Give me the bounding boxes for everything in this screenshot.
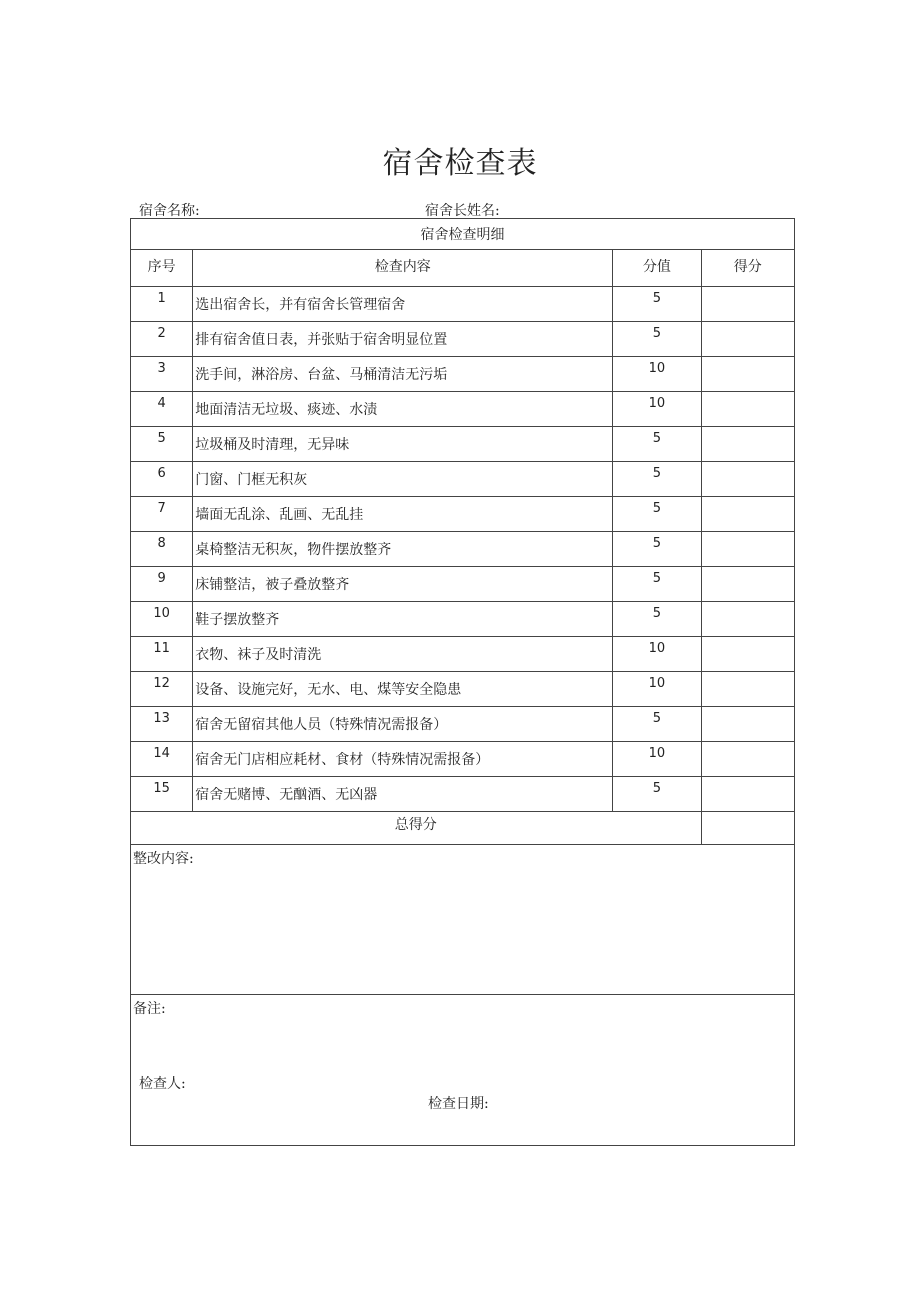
row-got-input[interactable] bbox=[701, 532, 794, 567]
row-no: 1 bbox=[131, 287, 193, 322]
row-content: 床铺整洁，被子叠放整齐 bbox=[193, 567, 613, 602]
row-no: 11 bbox=[131, 637, 193, 672]
header-got: 得分 bbox=[701, 250, 794, 287]
date-label: 检查日期: bbox=[428, 1096, 489, 1112]
header-score: 分值 bbox=[613, 250, 701, 287]
table-row bbox=[131, 392, 795, 427]
header-no: 序号 bbox=[131, 250, 193, 287]
dorm-name-label: 宿舍名称: bbox=[139, 203, 200, 219]
row-content: 桌椅整洁无积灰，物件摆放整齐 bbox=[193, 532, 613, 567]
row-no: 13 bbox=[131, 707, 193, 742]
row-got-input[interactable] bbox=[701, 602, 794, 637]
row-content: 地面清洁无垃圾、痰迹、水渍 bbox=[193, 392, 613, 427]
row-score: 10 bbox=[613, 742, 701, 777]
row-score: 5 bbox=[613, 427, 701, 462]
row-no: 4 bbox=[131, 392, 193, 427]
row-content: 宿舍无赌博、无酗酒、无凶器 bbox=[193, 777, 613, 812]
row-content: 选出宿舍长，并有宿舍长管理宿舍 bbox=[193, 287, 613, 322]
table-row bbox=[131, 357, 795, 392]
row-got-input[interactable] bbox=[701, 427, 794, 462]
rectify-area[interactable]: 整改内容: bbox=[131, 845, 795, 995]
row-score: 10 bbox=[613, 637, 701, 672]
rectify-row bbox=[131, 845, 795, 995]
table-row bbox=[131, 777, 795, 812]
table-row bbox=[131, 672, 795, 707]
table-row bbox=[131, 287, 795, 322]
row-no: 15 bbox=[131, 777, 193, 812]
table-row bbox=[131, 707, 795, 742]
row-got-input[interactable] bbox=[701, 567, 794, 602]
row-no: 8 bbox=[131, 532, 193, 567]
row-score: 5 bbox=[613, 532, 701, 567]
table-row bbox=[131, 322, 795, 357]
row-got-input[interactable] bbox=[701, 637, 794, 672]
row-content: 设备、设施完好，无水、电、煤等安全隐患 bbox=[193, 672, 613, 707]
table-row bbox=[131, 602, 795, 637]
remarks-row bbox=[131, 995, 795, 1146]
row-content: 墙面无乱涂、乱画、无乱挂 bbox=[193, 497, 613, 532]
row-content: 衣物、袜子及时清洗 bbox=[193, 637, 613, 672]
inspection-table bbox=[130, 218, 795, 1146]
table-row bbox=[131, 497, 795, 532]
row-no: 3 bbox=[131, 357, 193, 392]
row-score: 5 bbox=[613, 777, 701, 812]
row-no: 14 bbox=[131, 742, 193, 777]
row-no: 6 bbox=[131, 462, 193, 497]
row-got-input[interactable] bbox=[701, 707, 794, 742]
table-header-row bbox=[131, 250, 795, 287]
row-content: 鞋子摆放整齐 bbox=[193, 602, 613, 637]
row-got-input[interactable] bbox=[701, 357, 794, 392]
row-score: 5 bbox=[613, 707, 701, 742]
row-content: 洗手间，淋浴房、台盆、马桶清洁无污垢 bbox=[193, 357, 613, 392]
row-content: 宿舍无门店相应耗材、食材（特殊情况需报备） bbox=[193, 742, 613, 777]
row-got-input[interactable] bbox=[701, 392, 794, 427]
row-got-input[interactable] bbox=[701, 462, 794, 497]
row-score: 10 bbox=[613, 392, 701, 427]
row-no: 5 bbox=[131, 427, 193, 462]
row-score: 5 bbox=[613, 567, 701, 602]
row-no: 9 bbox=[131, 567, 193, 602]
table-row bbox=[131, 532, 795, 567]
row-content: 门窗、门框无积灰 bbox=[193, 462, 613, 497]
row-got-input[interactable] bbox=[701, 322, 794, 357]
row-content: 宿舍无留宿其他人员（特殊情况需报备） bbox=[193, 707, 613, 742]
row-score: 5 bbox=[613, 497, 701, 532]
row-got-input[interactable] bbox=[701, 287, 794, 322]
row-content: 排有宿舍值日表，并张贴于宿舍明显位置 bbox=[193, 322, 613, 357]
row-no: 2 bbox=[131, 322, 193, 357]
row-got-input[interactable] bbox=[701, 497, 794, 532]
remarks-area[interactable]: 备注: bbox=[131, 995, 795, 1146]
row-score: 5 bbox=[613, 462, 701, 497]
table-row bbox=[131, 637, 795, 672]
row-no: 12 bbox=[131, 672, 193, 707]
head-name-label: 宿舍长姓名: bbox=[425, 203, 500, 219]
row-score: 5 bbox=[613, 602, 701, 637]
table-row bbox=[131, 427, 795, 462]
page-title: 宿舍检查表 bbox=[382, 146, 538, 181]
row-score: 10 bbox=[613, 672, 701, 707]
row-no: 10 bbox=[131, 602, 193, 637]
total-label: 总得分 bbox=[131, 812, 702, 845]
table-caption: 宿舍检查明细 bbox=[131, 219, 795, 250]
row-got-input[interactable] bbox=[701, 742, 794, 777]
table-row bbox=[131, 462, 795, 497]
inspector-label: 检查人: bbox=[139, 1076, 186, 1092]
row-no: 7 bbox=[131, 497, 193, 532]
row-got-input[interactable] bbox=[701, 777, 794, 812]
table-row bbox=[131, 567, 795, 602]
row-content: 垃圾桶及时清理，无异味 bbox=[193, 427, 613, 462]
table-row bbox=[131, 742, 795, 777]
row-got-input[interactable] bbox=[701, 672, 794, 707]
table-caption-row bbox=[131, 219, 795, 250]
row-score: 10 bbox=[613, 357, 701, 392]
header-content: 检查内容 bbox=[193, 250, 613, 287]
row-score: 5 bbox=[613, 322, 701, 357]
row-score: 5 bbox=[613, 287, 701, 322]
total-score-input[interactable] bbox=[701, 812, 794, 845]
total-row bbox=[131, 812, 795, 845]
